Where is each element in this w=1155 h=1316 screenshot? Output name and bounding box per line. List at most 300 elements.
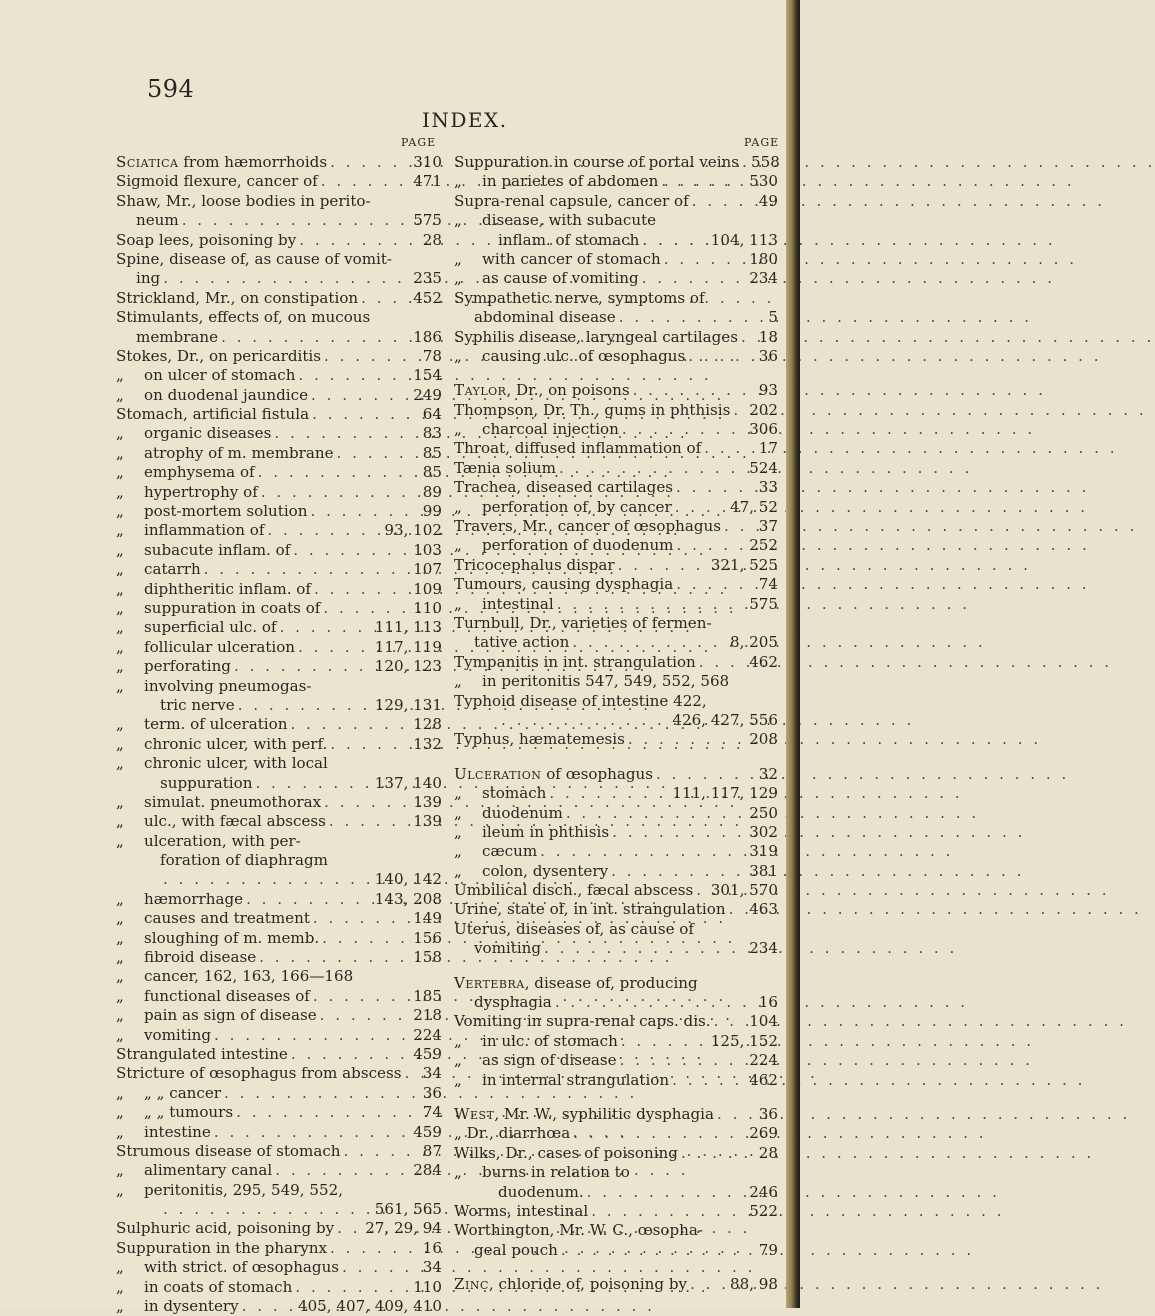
- leader-dots: [687, 1275, 730, 1294]
- ditto-mark: „: [454, 172, 462, 191]
- index-entry: [454, 1183, 778, 1202]
- page-reference: 120, 123: [374, 657, 442, 676]
- ditto-mark: „: [454, 672, 462, 691]
- index-entry: [454, 1202, 778, 1221]
- index-entry-text: perforating: [144, 657, 231, 676]
- ditto-mark: „: [116, 385, 124, 404]
- ditto-mark: „: [116, 812, 124, 831]
- leader-dots: [160, 269, 413, 288]
- page-reference: 125, 152: [710, 1031, 778, 1050]
- index-entry-text: charcoal injection: [482, 420, 619, 439]
- leader-dots: [358, 289, 413, 308]
- index-entry-text: term. of ulceration: [144, 715, 288, 734]
- index-entry: [116, 1045, 442, 1064]
- index-entry-text: inflammation of: [144, 521, 265, 540]
- index-entry: [454, 595, 778, 614]
- page-reference: 110: [413, 1277, 442, 1296]
- index-entry: [116, 172, 442, 191]
- index-entry-text: Tænia solium: [454, 458, 556, 477]
- index-entry: [116, 192, 442, 211]
- ditto-mark: „: [116, 967, 124, 986]
- page-reference: 284: [413, 1161, 442, 1180]
- index-entry: [454, 556, 778, 575]
- index-entry-text: Throat, diffused inflammation of: [454, 439, 702, 458]
- index-entry-text: Stricture of œsophagus from abscess: [116, 1064, 402, 1083]
- leader-dots: [341, 1142, 423, 1161]
- ditto-mark: „: [116, 754, 124, 773]
- ditto-mark: „: [116, 948, 124, 967]
- ditto-mark: „: [116, 1122, 124, 1141]
- page-reference: 140, 142: [374, 870, 442, 889]
- page-reference: 139: [413, 812, 442, 831]
- leader-dots: [231, 657, 375, 676]
- index-entry-text: Strangulated intestine: [116, 1044, 288, 1063]
- index-entry: [454, 633, 778, 652]
- index-entry-text: Sulphuric acid, poisoning by: [116, 1219, 335, 1238]
- index-entry: [116, 618, 442, 637]
- ditto-mark: „: [116, 443, 124, 462]
- leader-dots: [570, 1124, 749, 1143]
- index-entry-text: Wilks, Dr., cases of poisoning: [454, 1143, 678, 1162]
- page-reference: 250: [749, 803, 778, 822]
- leader-dots: [711, 1012, 750, 1031]
- page-reference: 249: [413, 385, 442, 404]
- leader-dots: [233, 1103, 423, 1122]
- ditto-mark: „: [454, 1031, 462, 1050]
- leader-dots: [615, 556, 711, 575]
- page-reference: 107: [413, 560, 442, 579]
- index-entry-text: subacute inflam. of: [144, 540, 291, 559]
- index-entry: [454, 289, 778, 308]
- ditto-mark: „: [454, 1163, 462, 1182]
- page-reference: 34: [422, 1064, 442, 1083]
- index-entry: [454, 498, 778, 517]
- index-entry-text: causing ulc. of œsophagus: [482, 346, 686, 365]
- page-reference: 104, 113: [710, 230, 778, 249]
- index-entry: [116, 560, 442, 579]
- index-entry-text: Supra-renal capsule, cancer of: [454, 191, 689, 210]
- page-reference: 462: [749, 1070, 778, 1089]
- index-entry: [116, 638, 442, 657]
- leader-dots: [277, 618, 375, 637]
- ditto-mark: „: [116, 676, 124, 695]
- leader-dots: [327, 735, 413, 754]
- index-entry-text: in parietes of abdomen: [482, 172, 659, 191]
- page-reference: 185: [413, 986, 442, 1005]
- index-entry: [454, 823, 778, 842]
- page-reference: 74: [422, 1103, 442, 1122]
- index-entry: [116, 1258, 442, 1277]
- section-gap: [454, 366, 778, 381]
- ditto-mark: „: [454, 861, 462, 880]
- index-entry: [454, 478, 778, 497]
- index-entry: [116, 269, 442, 288]
- index-entry: [454, 993, 778, 1012]
- ditto-mark: „: [454, 842, 462, 861]
- index-entry-text: perforation of duodenum: [482, 536, 674, 555]
- page-reference: 149: [413, 909, 442, 928]
- index-entry-text: Worthington, Mr. W. C., œsopha-: [454, 1221, 703, 1240]
- page-reference: 462: [749, 652, 778, 671]
- index-entry: [454, 653, 778, 672]
- index-entry-text: ulceration, with per-: [144, 831, 301, 850]
- leader-dots: [321, 793, 413, 812]
- page-reference: 158: [413, 948, 442, 967]
- index-entry: [116, 1239, 442, 1258]
- index-entry: [454, 692, 778, 711]
- index-entry: [116, 929, 442, 948]
- page-reference: 85: [422, 443, 442, 462]
- index-entry-text: catarrh: [144, 560, 201, 579]
- ditto-mark: „: [454, 1070, 462, 1089]
- leader-dots: [310, 909, 413, 928]
- page-reference: 246: [749, 1182, 778, 1201]
- leader-dots: [310, 987, 413, 1006]
- page-reference: 128: [413, 715, 442, 734]
- leader-dots: [292, 1278, 413, 1297]
- leader-dots: [696, 653, 749, 672]
- leader-dots: [319, 929, 413, 948]
- leader-dots: [658, 172, 749, 191]
- leader-dots: [661, 250, 749, 269]
- page-reference: 561, 565: [374, 1200, 442, 1219]
- index-entry: [116, 386, 442, 405]
- index-entry-text: as cause of vomiting: [482, 269, 639, 288]
- index-entry: [454, 1105, 778, 1124]
- page-reference: 103: [413, 540, 442, 559]
- index-entry-text: dysphagia: [474, 993, 552, 1012]
- ditto-mark: „: [116, 366, 124, 385]
- index-entry-text: Suppuration in the pharynx: [116, 1238, 328, 1257]
- leader-dots: [556, 459, 749, 478]
- leader-dots: [672, 498, 730, 517]
- page-reference: 224: [749, 1051, 778, 1070]
- page-reference: 18: [758, 327, 778, 346]
- page-reference: 530: [749, 172, 778, 191]
- index-entry-text: neum: [136, 211, 179, 230]
- ditto-mark: „: [454, 803, 462, 822]
- index-entry-text: Umbilical disch., fæcal abscess: [454, 881, 694, 900]
- page-reference: 234: [749, 269, 778, 288]
- page-reference: 47, 52: [729, 497, 778, 516]
- index-entry: [116, 774, 442, 793]
- page-reference: 143, 208: [374, 889, 442, 908]
- index-entry-rest: from hæmorrhoids: [178, 153, 328, 171]
- ditto-mark: „: [116, 909, 124, 928]
- index-entry: [454, 347, 778, 366]
- leader-dots: [271, 424, 422, 443]
- index-entry: [454, 1275, 778, 1294]
- ditto-mark: „: [116, 521, 124, 540]
- index-entry: [116, 483, 442, 502]
- page-reference: 459: [413, 1044, 442, 1063]
- index-entry: [116, 870, 442, 889]
- index-entry-text: fibroid disease: [144, 948, 257, 967]
- ditto-mark: „: [116, 1025, 124, 1044]
- index-entry-text: Stokes, Dr., on pericarditis: [116, 346, 322, 365]
- index-entry: [454, 328, 778, 347]
- index-entry: [454, 420, 778, 439]
- leader-dots: [218, 328, 413, 347]
- page-reference: 319: [749, 842, 778, 861]
- page-reference: 79: [758, 1240, 778, 1259]
- ditto-mark: „: [454, 1051, 462, 1070]
- index-entry-text: on ulcer of stomach: [144, 366, 296, 385]
- index-entry-text: Spine, disease of, as cause of vomit-: [116, 249, 393, 268]
- index-entry-text: as sign of disease: [482, 1051, 617, 1070]
- index-entry: [116, 308, 442, 327]
- ditto-mark: „: [116, 618, 124, 637]
- index-entry: [454, 381, 778, 400]
- index-entry: [454, 401, 778, 420]
- index-entry: [116, 696, 442, 715]
- section-gap: [454, 1090, 778, 1105]
- index-entry-text: tative action: [474, 633, 570, 652]
- leader-dots: [311, 580, 413, 599]
- section-keyword: West: [454, 1104, 495, 1123]
- index-entry-text: organic diseases: [144, 424, 272, 443]
- page-reference: 208: [749, 730, 778, 749]
- ditto-mark: „: [116, 598, 124, 617]
- index-entry-text: cancer, 162, 163, 166—168: [144, 967, 354, 986]
- leader-dots: [619, 420, 749, 439]
- index-entry: [116, 735, 442, 754]
- index-entry: [454, 862, 778, 881]
- ditto-mark: „: [116, 889, 124, 908]
- page-reference: 186: [413, 327, 442, 346]
- section-gap: [454, 959, 778, 974]
- page-reference: 224: [413, 1025, 442, 1044]
- index-entry-text: burns in relation to: [482, 1163, 630, 1182]
- leader-dots: [563, 804, 749, 823]
- index-entry-text: vomiting: [474, 939, 542, 958]
- page-reference: 99: [422, 502, 442, 521]
- index-entry-text: hypertrophy of: [144, 482, 258, 501]
- page-reference: 109: [413, 579, 442, 598]
- index-entry: [116, 715, 442, 734]
- page-reference: 459: [413, 1122, 442, 1141]
- index-entry: [454, 1144, 778, 1163]
- index-entry-text: [454, 1275, 687, 1294]
- leader-dots: [287, 715, 413, 734]
- leader-dots: [738, 328, 759, 347]
- section-keyword: Vertebra: [454, 973, 525, 992]
- page-reference: 78: [422, 346, 442, 365]
- index-entry-text: cæcum: [482, 842, 538, 861]
- index-entry: [454, 614, 778, 633]
- index-entry-text: membrane: [136, 327, 219, 346]
- page-reference: 93: [758, 381, 778, 400]
- index-entry-text: Soap lees, poisoning by: [116, 230, 297, 249]
- leader-dots: [255, 463, 423, 482]
- leader-dots: [653, 765, 759, 784]
- leader-dots: [558, 1241, 759, 1260]
- leader-dots: [674, 536, 750, 555]
- ditto-mark: „: [454, 822, 462, 841]
- index-entry: [116, 153, 442, 172]
- index-entry-rest: , disease of, producing: [524, 973, 698, 992]
- leader-dots: [334, 444, 423, 463]
- page-reference: 137, 140: [374, 773, 442, 792]
- leader-dots: [290, 541, 413, 560]
- page-reference: 36: [758, 1104, 778, 1123]
- index-entry: [116, 1142, 442, 1161]
- page-reference: 74: [758, 575, 778, 594]
- index-entry: [116, 1161, 442, 1180]
- index-entry: [454, 765, 778, 784]
- page-reference: 234: [749, 939, 778, 958]
- index-entry-text: in peritonitis 547, 549, 552, 568: [482, 672, 730, 691]
- index-entry-rest: , Mr. W., syphilitic dysphagia: [494, 1104, 714, 1123]
- leader-dots: [721, 517, 759, 536]
- leader-dots: [584, 1183, 750, 1202]
- ditto-mark: „: [116, 482, 124, 501]
- leader-dots: [309, 405, 423, 424]
- index-entry: [116, 463, 442, 482]
- index-entry-text: in ulc. of stomach: [482, 1031, 618, 1050]
- page-reference: 381: [749, 861, 778, 880]
- index-entry-text: Strickland, Mr., on constipation: [116, 288, 359, 307]
- leader-dots: [739, 153, 751, 172]
- index-entry-text: „ Dr., diarrhœa: [454, 1124, 571, 1143]
- ditto-mark: „: [116, 637, 124, 656]
- leader-dots: [608, 862, 749, 881]
- ditto-mark: „: [454, 784, 462, 803]
- index-entry-text: Stimulants, effects of, on mucous: [116, 308, 371, 327]
- index-entry-text: geal pouch: [474, 1240, 558, 1259]
- index-entry: [454, 439, 778, 458]
- index-entry-text: intestine: [144, 1122, 211, 1141]
- index-entry: [116, 250, 442, 269]
- index-entry-text: Travers, Mr., cancer of œsophagus: [454, 517, 722, 536]
- index-entry: [116, 444, 442, 463]
- index-entry: [116, 1026, 442, 1045]
- index-entry: [116, 909, 442, 928]
- ditto-mark: „: [116, 1258, 124, 1277]
- page-reference: 558: [751, 153, 780, 171]
- section-keyword: Taylor: [454, 381, 507, 400]
- index-entry-text: on duodenal jaundice: [144, 385, 309, 404]
- ditto-mark: „: [116, 657, 124, 676]
- index-entry: [454, 900, 778, 919]
- leader-dots: [726, 900, 750, 919]
- ditto-mark: „: [116, 424, 124, 443]
- index-entry: [116, 521, 442, 540]
- leader-dots: [258, 483, 423, 502]
- leader-dots: [617, 1051, 750, 1070]
- leader-dots: [201, 560, 414, 579]
- ditto-mark: „: [116, 1297, 124, 1316]
- leader-dots: [327, 1239, 423, 1258]
- ditto-mark: „: [454, 346, 462, 365]
- leader-dots: [339, 1258, 423, 1277]
- index-entry-text: Urine, state of, in int. strangulation: [454, 900, 726, 919]
- index-entry: [116, 405, 442, 424]
- page-reference: 139: [413, 792, 442, 811]
- index-entry: [116, 580, 442, 599]
- ditto-mark: „: [116, 1277, 124, 1296]
- index-entry-text: [116, 153, 327, 172]
- page-reference: 301, 570: [710, 881, 778, 900]
- index-entry: [116, 1064, 442, 1083]
- index-entry-text: involving pneumogas-: [144, 676, 312, 695]
- index-entry-text: atrophy of m. membrane: [144, 443, 334, 462]
- ditto-mark: „: [116, 579, 124, 598]
- page-reference: 5: [768, 308, 778, 327]
- index-entry-text: follicular ulceration: [144, 637, 296, 656]
- leader-dots: [616, 308, 769, 327]
- index-entry: [116, 812, 442, 831]
- index-entry-text: colon, dysentery: [482, 861, 609, 880]
- index-entry-text: Worms, intestinal: [454, 1201, 589, 1220]
- index-entry-text: hæmorrhage: [144, 889, 244, 908]
- ditto-mark: „: [116, 540, 124, 559]
- page-reference: 132: [413, 734, 442, 753]
- ditto-mark: „: [454, 497, 462, 516]
- ditto-mark: „: [116, 1180, 124, 1199]
- index-entry: [454, 1071, 778, 1090]
- index-entry: [116, 1006, 442, 1025]
- leader-dots: [252, 774, 374, 793]
- page-reference: 405, 407, 409, 410: [297, 1297, 442, 1316]
- index-entry: [116, 987, 442, 1006]
- index-entry-text: suppuration in coats of: [144, 598, 321, 617]
- index-entry-text: simulat. pneumothorax: [144, 792, 322, 811]
- index-entry: [454, 1241, 778, 1260]
- index-entry-text: Suppuration in course of portal veins: [454, 153, 739, 171]
- index-entry: [454, 974, 778, 993]
- index-entry: [454, 231, 778, 250]
- leader-dots: [211, 1026, 413, 1045]
- index-entry-text: ing: [136, 269, 161, 288]
- page-reference: 575: [749, 594, 778, 613]
- ditto-mark: „: [116, 1083, 124, 1102]
- index-entry: [454, 881, 778, 900]
- page-reference: 252: [749, 536, 778, 555]
- page-reference: 85: [422, 463, 442, 482]
- index-entry: [454, 730, 778, 749]
- leader-dots: [320, 599, 413, 618]
- page-reference: 34: [422, 1258, 442, 1277]
- leader-dots: [334, 1219, 365, 1238]
- page-reference: 117, 119: [374, 637, 442, 656]
- ditto-mark: „: [116, 928, 124, 947]
- index-entry: [116, 967, 442, 986]
- leader-dots: [669, 1071, 749, 1090]
- leader-dots: [272, 1161, 413, 1180]
- index-entry: [116, 1181, 442, 1200]
- index-entry: [116, 1219, 442, 1238]
- index-entry: [116, 754, 442, 773]
- index-entry-text: intestinal: [482, 594, 554, 613]
- leader-dots: [160, 870, 375, 889]
- index-entry: [116, 677, 442, 696]
- leader-dots: [541, 939, 749, 958]
- leader-dots: [546, 784, 672, 803]
- ditto-mark: „: [454, 536, 462, 555]
- index-entry-text: perforation of, by cancer: [482, 497, 672, 516]
- index-entry: [116, 890, 442, 909]
- leader-dots: [498, 711, 672, 730]
- index-entry-text: emphysema of: [144, 463, 255, 482]
- index-entry: [116, 1278, 442, 1297]
- index-entry-text: in internal strangulation: [482, 1070, 670, 1089]
- ditto-mark: „: [454, 211, 462, 230]
- left-index-column: [116, 153, 442, 1316]
- index-entry-text: sloughing of m. memb.: [144, 928, 320, 947]
- index-entry-text: Syphilis disease, laryngeal cartilages: [454, 327, 738, 346]
- leader-dots: [256, 948, 413, 967]
